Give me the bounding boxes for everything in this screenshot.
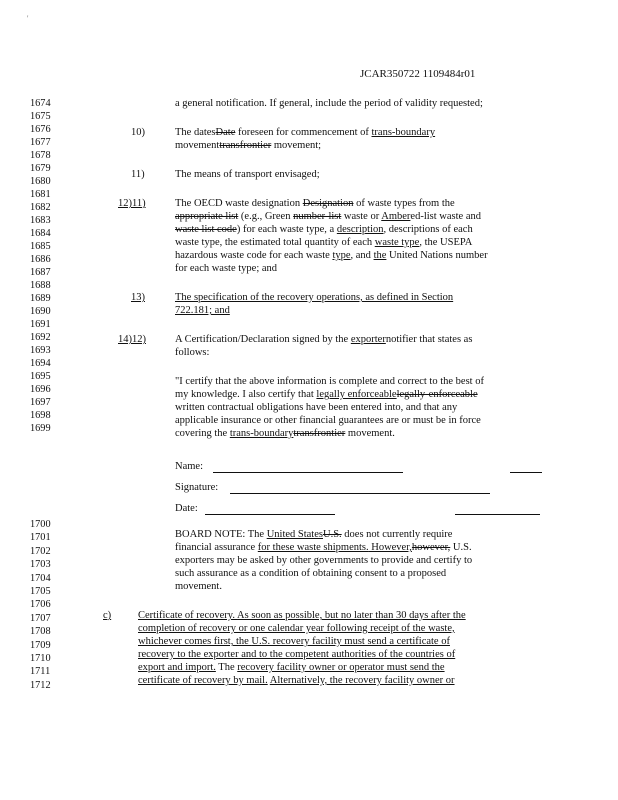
board-note-line4: such assurance as a condition of obtaining consent to a proposed: [175, 568, 447, 579]
item-12-line6: for each waste type; and: [175, 263, 278, 274]
line-number: 1691: [30, 319, 51, 330]
quote-line3: written contractual obligations have been entered into, and that any: [175, 402, 458, 413]
line-number: 1695: [30, 371, 51, 382]
signature-name-label: Name:: [175, 461, 203, 472]
line-number: 1693: [30, 345, 51, 356]
item-13-line2: 722.181; and: [175, 305, 230, 316]
line-number: 1682: [30, 202, 51, 213]
item-11-label: 11): [131, 169, 145, 180]
line-number: 1698: [30, 410, 51, 421]
section-c-line4: recovery to the exporter and to the competent authorities of the countries of: [138, 649, 456, 660]
item-14-line1: A Certification/Declaration signed by the exporternotifier that states as: [175, 334, 473, 345]
line-number: 1712: [30, 679, 51, 691]
line-number: 1711: [30, 666, 51, 678]
signature-signature-label: Signature:: [175, 482, 219, 493]
item-10-line2: movementtransfrontier movement;: [175, 140, 322, 151]
quote-line5: covering the trans-boundarytransfrontier movement.: [175, 428, 395, 439]
line-number: 1707: [30, 612, 51, 624]
section-c-line5: export and import. The recovery facility owner or operator must send the: [138, 662, 445, 673]
signature-date-label: Date:: [175, 503, 198, 514]
line-number: 1700: [30, 519, 51, 530]
line-number: 1681: [30, 189, 51, 200]
quote-line4: applicable insurance or other financial guarantees are or must be in force: [175, 415, 481, 426]
line-number: 1704: [30, 572, 51, 584]
signature-signature-line: [230, 493, 490, 494]
board-note-line5: movement.: [175, 581, 222, 592]
section-c-line6: certificate of recovery by mail. Alternatively, the recovery facility owner or: [138, 675, 455, 686]
line-number: 1674: [30, 98, 51, 109]
item-11-line1: The means of transport envisaged;: [175, 169, 320, 180]
item-12-line4: waste type, the estimated total quantity of each waste type, the USEPA: [175, 237, 473, 248]
line-number: 1702: [30, 545, 51, 557]
corner-mark: ': [27, 14, 29, 23]
item-12-label: 12)11): [118, 198, 146, 209]
line-number: 1675: [30, 111, 51, 122]
line-number: 1680: [30, 176, 51, 187]
item-12-line3: waste list code) for each waste type, a description, descriptions of each: [175, 224, 473, 235]
line-number: 1710: [30, 653, 51, 664]
signature-name-line: [213, 472, 403, 473]
line-number: 1677: [30, 137, 51, 148]
document-header-code: JCAR350722 1109484r01: [360, 68, 476, 80]
line-number: 1685: [30, 241, 51, 252]
line-number: 1703: [30, 559, 51, 571]
item-13-label: 13): [131, 292, 145, 303]
item-12-line5: hazardous waste code for each waste type, and the United Nations number: [175, 250, 488, 261]
line-number: 1690: [30, 306, 51, 317]
item-13-line1: The specification of the recovery operations, as defined in Section: [175, 292, 454, 303]
line-number: 1689: [30, 293, 51, 304]
line-number: 1705: [30, 586, 51, 597]
item-14-label: 14)12): [118, 334, 146, 345]
section-c-line3: whichever comes first, the U.S. recovery facility must send a certificate of: [138, 636, 450, 647]
line-number: 1684: [30, 228, 51, 239]
line-number: 1699: [30, 423, 51, 434]
board-note-line1: BOARD NOTE: The United StatesU.S. does not currently require: [175, 529, 453, 540]
quote-line2: my knowledge. I also certify that legally enforceablelegally-enforceable: [175, 389, 478, 400]
board-note-line3: exporters may be asked by other governments to provide and certify to: [175, 555, 473, 566]
section-c-label: c): [103, 610, 112, 621]
text-line-1674: a general notification. If general, include the period of validity requested;: [175, 98, 483, 109]
quote-line1: "I certify that the above information is complete and correct to the best of: [175, 376, 484, 387]
line-number: 1678: [30, 150, 51, 161]
section-c-line1: Certificate of recovery. As soon as possible, but no later than 30 days after the: [138, 610, 466, 621]
line-number: 1708: [30, 626, 51, 638]
item-12-line1: The OECD waste designation Designation of waste types from the: [175, 198, 455, 209]
line-number: 1676: [30, 124, 51, 135]
signature-name-line-end: [510, 472, 542, 473]
signature-date-line-end: [455, 514, 540, 515]
line-number: 1701: [30, 532, 51, 544]
item-12-line2: appropriate list (e.g., Green number-list waste or Ambered-list waste and: [175, 211, 481, 222]
item-14-line2: follows:: [175, 347, 210, 358]
line-number: 1686: [30, 254, 51, 265]
item-10-label: 10): [131, 127, 145, 138]
line-number: 1687: [30, 267, 51, 278]
section-c-line2: completion of recovery or one calendar year following receipt of the waste,: [138, 623, 455, 634]
line-number: 1709: [30, 639, 51, 651]
line-number: 1697: [30, 397, 51, 408]
signature-date-line: [205, 514, 335, 515]
line-number: 1683: [30, 215, 51, 226]
board-note-line2: financial assurance for these waste shipments. However,however, U.S.: [175, 542, 472, 553]
item-10-line1: The datesDate foreseen for commencement of trans-boundary: [175, 127, 436, 138]
line-number: 1694: [30, 358, 51, 369]
line-number: 1692: [30, 332, 51, 343]
line-number: 1679: [30, 163, 51, 174]
line-number: 1696: [30, 384, 51, 395]
line-number: 1706: [30, 599, 51, 611]
line-number: 1688: [30, 280, 51, 291]
